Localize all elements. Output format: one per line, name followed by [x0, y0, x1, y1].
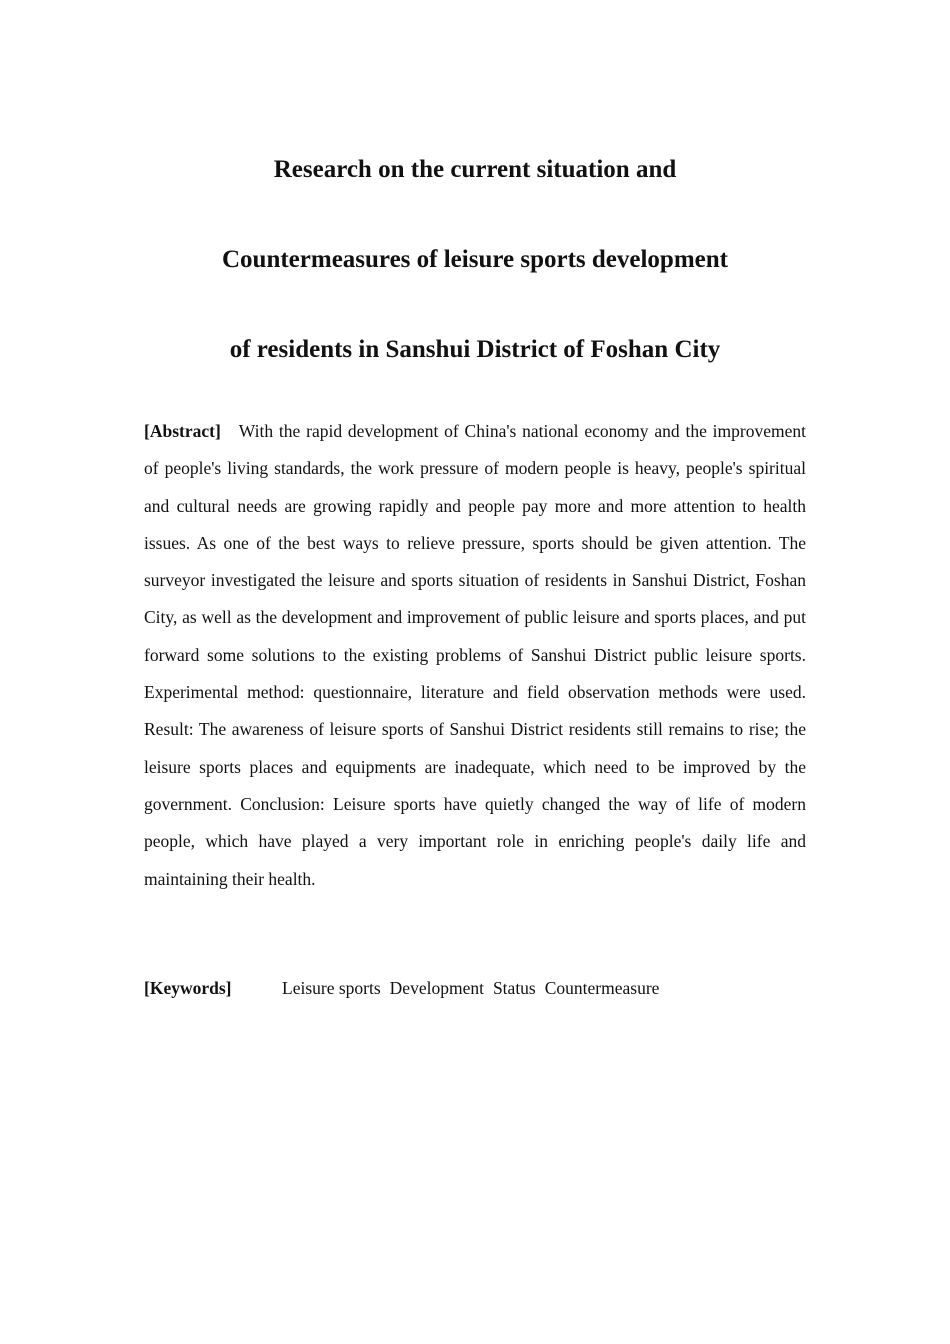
keywords-line	[144, 970, 806, 1006]
keyword-4: Countermeasure	[544, 978, 660, 998]
keyword-1: Leisure sports	[282, 978, 381, 998]
paper-title	[0, 155, 950, 425]
title-line-3: of residents in Sanshui District of Foshan City	[229, 336, 721, 363]
keyword-2: Development	[389, 978, 484, 998]
keyword-3: Status	[492, 978, 536, 998]
title-line-1: Research on the current situation and	[273, 156, 677, 183]
abstract-label: [Abstract]	[144, 421, 221, 441]
title-line-2: Countermeasures of leisure sports development	[222, 246, 728, 273]
abstract-text: With the rapid development of China's national economy and the improvement of people's living standards, the work pressure of modern people is heavy, people's spiritual and cultural needs are growing rapidly and people pay more and more attention to health issues. As one of the best ways to relieve pressure, sports should be given attention. The surveyor investigated the leisure and sports situation of residents in Sanshui District, Foshan City, as well as the development and improvement of public leisure and sports places, and put forward some solutions to the existing problems of Sanshui District public leisure sports. Experimental method: questionnaire, literature and field observation methods were used. Result: The awareness of leisure sports of Sanshui District residents still remains to rise; the leisure sports places and equipments are inadequate, which need to be improved by the government. Conclusion: Leisure sports have quietly changed the way of life of modern people, which have played a very important role in enriching people's daily life and maintaining their health.	[144, 421, 806, 889]
abstract-paragraph	[144, 413, 806, 898]
keywords-label: [Keywords]	[144, 978, 232, 998]
